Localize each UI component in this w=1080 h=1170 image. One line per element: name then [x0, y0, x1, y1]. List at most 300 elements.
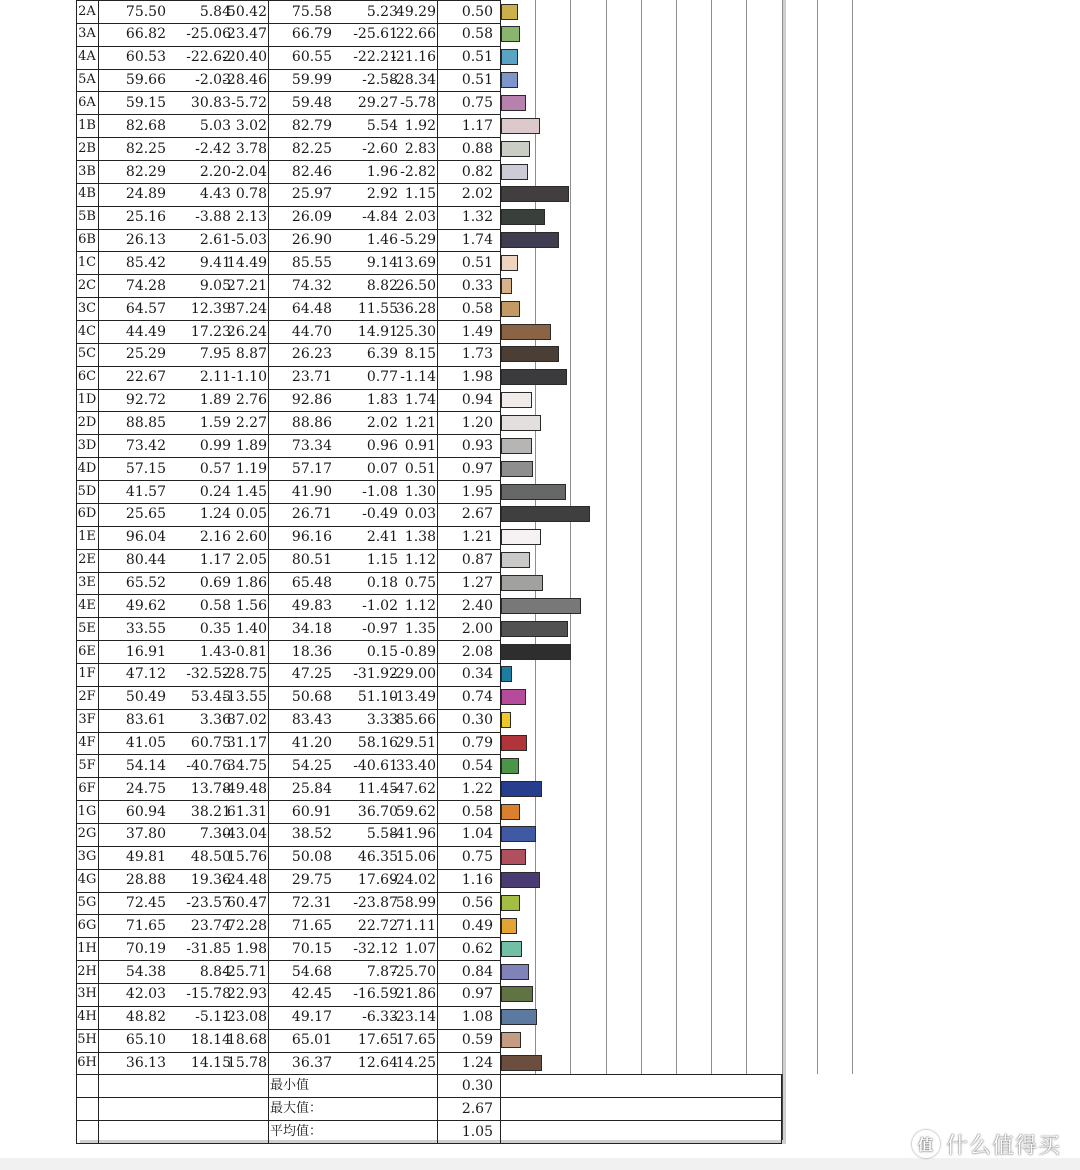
measured-lab-value: 58.16 [357, 735, 398, 752]
reference-lab-value: 1.89 [235, 437, 267, 454]
reference-lab-value: -3.88 [195, 209, 231, 226]
delta-e-bar [501, 95, 526, 111]
table-right-border [781, 1074, 782, 1143]
measured-lab-value: -6.33 [362, 1009, 398, 1026]
delta-e-value: 0.58 [461, 300, 493, 317]
reference-lab-value: 13.78 [190, 780, 231, 797]
reference-lab-value: 30.83 [190, 94, 231, 111]
measured-lab-value: -24.02 [391, 872, 436, 889]
measured-lab-value: 1.38 [404, 529, 436, 546]
delta-e-value: 0.88 [461, 140, 493, 157]
measured-lab-value: 0.77 [366, 369, 398, 386]
watermark-logo-icon: 值 [912, 1130, 940, 1158]
delta-e-value: 0.75 [461, 94, 493, 111]
delta-e-value: 1.16 [461, 872, 493, 889]
measured-lab-value: 33.40 [395, 757, 436, 774]
delta-e-value: 1.21 [461, 529, 493, 546]
measured-lab-value: 2.92 [366, 186, 398, 203]
reference-lab-value: -49.48 [222, 780, 267, 797]
delta-e-bar [501, 804, 520, 820]
reference-lab-value: -15.78 [186, 986, 231, 1003]
delta-e-bar [501, 1032, 521, 1048]
delta-e-value: 0.34 [461, 666, 493, 683]
measured-lab-value: 6.39 [366, 346, 398, 363]
measured-lab-value: 49.29 [395, 3, 436, 20]
bar-axis-gridline [711, 0, 712, 1074]
measured-lab-value: -1.08 [362, 483, 398, 500]
delta-e-value: 1.20 [461, 414, 493, 431]
measured-lab-value: -5.78 [400, 94, 436, 111]
delta-e-bar [501, 529, 541, 545]
patch-id: 6E [78, 643, 96, 659]
measured-lab-value: 1.35 [404, 620, 436, 637]
reference-lab-value: 75.50 [125, 3, 166, 20]
measured-lab-value: 50.08 [291, 849, 332, 866]
measured-lab-value: 65.01 [291, 1032, 332, 1049]
delta-e-bar [501, 484, 566, 500]
delta-e-value: 0.30 [461, 712, 493, 729]
table-row-border [76, 1097, 782, 1098]
reference-lab-value: 2.60 [235, 529, 267, 546]
patch-id: 4D [77, 460, 97, 476]
reference-lab-value: 85.42 [125, 254, 166, 271]
delta-e-value: 1.98 [461, 369, 493, 386]
delta-e-value: 0.94 [461, 392, 493, 409]
measured-lab-value: 82.79 [291, 117, 332, 134]
reference-lab-value: 8.84 [199, 963, 231, 980]
reference-lab-value: 74.28 [125, 277, 166, 294]
reference-lab-value: -5.72 [231, 94, 267, 111]
delta-e-value: 0.51 [461, 254, 493, 271]
patch-id: 4F [78, 735, 96, 751]
delta-e-value: 0.97 [461, 986, 493, 1003]
reference-lab-value: 82.68 [125, 117, 166, 134]
reference-lab-value: -20.40 [222, 49, 267, 66]
measured-lab-value: 70.15 [291, 940, 332, 957]
table-column-border [98, 0, 99, 1143]
reference-lab-value: 1.43 [199, 643, 231, 660]
reference-lab-value: 18.14 [190, 1032, 231, 1049]
reference-lab-value: -13.55 [222, 689, 267, 706]
delta-e-bar [501, 461, 533, 477]
delta-e-value: 1.22 [461, 780, 493, 797]
measured-lab-value: 25.97 [291, 186, 332, 203]
reference-lab-value: 33.55 [125, 620, 166, 637]
measured-lab-value: 5.58 [366, 826, 398, 843]
patch-id: 5E [78, 620, 96, 636]
measured-lab-value: 0.91 [404, 437, 436, 454]
delta-e-value: 1.95 [461, 483, 493, 500]
reference-lab-value: 80.44 [125, 552, 166, 569]
patch-id: 1B [78, 117, 96, 133]
reference-lab-value: 42.03 [125, 986, 166, 1003]
measured-lab-value: -32.12 [353, 940, 398, 957]
measured-lab-value: 71.11 [395, 917, 436, 934]
reference-lab-value: -23.57 [186, 895, 231, 912]
reference-lab-value: 2.76 [235, 392, 267, 409]
measured-lab-value: 51.10 [357, 689, 398, 706]
reference-lab-value: 59.66 [125, 72, 166, 89]
measured-lab-value: -40.61 [353, 757, 398, 774]
patch-id: 5B [78, 209, 96, 225]
reference-lab-value: 0.78 [235, 186, 267, 203]
measured-lab-value: 26.90 [291, 232, 332, 249]
measured-lab-value: 22.72 [357, 917, 398, 934]
delta-e-value: 1.49 [461, 323, 493, 340]
delta-e-value: 0.84 [461, 963, 493, 980]
measured-lab-value: 1.74 [404, 392, 436, 409]
delta-e-bar [501, 689, 526, 705]
reference-lab-value: -43.04 [222, 826, 267, 843]
measured-lab-value: 26.71 [291, 506, 332, 523]
measured-lab-value: 92.86 [291, 392, 332, 409]
measured-lab-value: 1.12 [404, 597, 436, 614]
summary-label: 最大值： [270, 1100, 323, 1116]
reference-lab-value: 73.42 [125, 437, 166, 454]
delta-e-value: 1.32 [461, 209, 493, 226]
measured-lab-value: 66.79 [291, 26, 332, 43]
delta-e-bar [501, 941, 522, 957]
delta-e-bar [501, 232, 559, 248]
delta-e-bar [501, 1055, 542, 1071]
reference-lab-value: 14.49 [226, 254, 267, 271]
reference-lab-value: 0.58 [199, 597, 231, 614]
delta-e-bar [501, 438, 532, 454]
reference-lab-value: 88.85 [125, 414, 166, 431]
measured-lab-value: 2.02 [366, 414, 398, 431]
reference-lab-value: 53.45 [190, 689, 231, 706]
delta-e-value: 0.56 [461, 895, 493, 912]
bar-axis-gridline [746, 0, 747, 1074]
reference-lab-value: 26.24 [226, 323, 267, 340]
reference-lab-value: 1.24 [199, 506, 231, 523]
measured-lab-value: 11.55 [357, 300, 398, 317]
patch-id: 3B [78, 163, 96, 179]
summary-value: 1.05 [461, 1123, 493, 1140]
measured-lab-value: 17.69 [357, 872, 398, 889]
reference-lab-value: 18.68 [226, 1032, 267, 1049]
reference-lab-value: 65.52 [125, 575, 166, 591]
patch-id: 3G [77, 849, 97, 865]
measured-lab-value: 21.86 [395, 986, 436, 1003]
reference-lab-value: 15.76 [226, 849, 267, 866]
measured-lab-value: 26.09 [291, 209, 332, 226]
measured-lab-value: -2.60 [362, 140, 398, 157]
reference-lab-value: 9.41 [199, 254, 231, 271]
delta-e-bar [501, 575, 543, 591]
patch-id: 2E [78, 552, 96, 568]
reference-lab-value: -1.10 [231, 369, 267, 386]
delta-e-value: 2.67 [461, 506, 493, 523]
measured-lab-value: 50.68 [291, 689, 332, 706]
delta-e-value: 2.00 [461, 620, 493, 637]
measured-lab-value: 59.62 [395, 803, 436, 820]
patch-id: 1E [78, 529, 96, 545]
measured-lab-value: 17.65 [357, 1032, 398, 1049]
table-row-border [76, 1120, 782, 1121]
measured-lab-value: 0.15 [366, 643, 398, 660]
measured-lab-value: -47.62 [391, 780, 436, 797]
measured-lab-value: 5.23 [366, 3, 398, 20]
table-row-border [76, 1074, 782, 1075]
reference-lab-value: 72.28 [226, 917, 267, 934]
delta-e-bar [501, 72, 518, 88]
patch-id: 2A [78, 3, 96, 19]
patch-id: 4E [78, 597, 96, 613]
bar-axis-gridline [852, 0, 853, 1074]
reference-lab-value: 1.40 [235, 620, 267, 637]
measured-lab-value: 41.90 [291, 483, 332, 500]
reference-lab-value: -24.48 [222, 872, 267, 889]
delta-e-bar [501, 918, 517, 934]
reference-lab-value: -28.75 [222, 666, 267, 683]
delta-e-bar [501, 186, 569, 202]
measured-lab-value: -25.61 [353, 26, 398, 43]
patch-id: 5A [78, 72, 96, 88]
reference-lab-value: 25.65 [125, 506, 166, 523]
delta-e-value: 0.54 [461, 757, 493, 774]
measured-lab-value: 0.07 [366, 460, 398, 477]
measured-lab-value: 36.70 [357, 803, 398, 820]
measured-lab-value: -5.29 [400, 232, 436, 249]
delta-e-bar [501, 4, 518, 20]
reference-lab-value: 1.59 [199, 414, 231, 431]
reference-lab-value: 1.98 [235, 940, 267, 957]
delta-e-bar [501, 598, 581, 614]
delta-e-bar [501, 506, 590, 522]
delta-e-bar [501, 49, 518, 65]
reference-lab-value: -25.06 [186, 26, 231, 43]
delta-e-bar [501, 872, 540, 888]
patch-id: 3D [77, 437, 97, 453]
delta-e-value: 0.51 [461, 49, 493, 66]
summary-value: 2.67 [461, 1100, 493, 1117]
delta-e-value: 0.58 [461, 803, 493, 820]
delta-e-bar [501, 644, 571, 660]
measured-lab-value: 46.35 [357, 849, 398, 866]
measured-lab-value: -23.14 [391, 1009, 436, 1026]
reference-lab-value: 41.05 [125, 735, 166, 752]
reference-lab-value: 16.91 [125, 643, 166, 660]
measured-lab-value: -2.82 [400, 163, 436, 180]
reference-lab-value: 24.75 [125, 780, 166, 797]
reference-lab-value: 2.20 [199, 163, 231, 180]
measured-lab-value: 0.75 [404, 575, 436, 591]
reference-lab-value: 2.61 [199, 232, 231, 249]
patch-id: 4A [78, 49, 96, 65]
reference-lab-value: 1.19 [235, 460, 267, 477]
table-row-border [76, 1143, 782, 1144]
delta-e-bar [501, 301, 520, 317]
measured-lab-value: 22.66 [395, 26, 436, 43]
delta-e-bar [501, 826, 536, 842]
delta-e-bar [501, 712, 511, 728]
reference-lab-value: 2.13 [235, 209, 267, 226]
delta-e-bar [501, 415, 541, 431]
reference-lab-value: 1.45 [235, 483, 267, 500]
patch-id: 3H [77, 986, 97, 1002]
patch-id: 2C [77, 277, 97, 293]
reference-lab-value: -0.81 [231, 643, 267, 660]
delta-e-value: 0.59 [461, 1032, 493, 1049]
measured-lab-value: 26.23 [291, 346, 332, 363]
measured-lab-value: 1.92 [404, 117, 436, 134]
reference-lab-value: 87.02 [226, 712, 267, 729]
reference-lab-value: 72.45 [125, 895, 166, 912]
reference-lab-value: 44.49 [125, 323, 166, 340]
reference-lab-value: 28.88 [125, 872, 166, 889]
delta-e-bar [501, 986, 533, 1002]
measured-lab-value: -31.92 [353, 666, 398, 683]
patch-id: 1C [77, 254, 97, 270]
delta-e-value: 0.79 [461, 735, 493, 752]
measured-lab-value: 54.25 [291, 757, 332, 774]
reference-lab-value: 71.65 [125, 917, 166, 934]
measured-lab-value: 59.99 [291, 72, 332, 89]
delta-e-value: 1.74 [461, 232, 493, 249]
reference-lab-value: 2.05 [235, 552, 267, 569]
measured-lab-value: 64.48 [291, 300, 332, 317]
reference-lab-value: 17.23 [190, 323, 231, 340]
reference-lab-value: -31.85 [186, 940, 231, 957]
patch-id: 4C [77, 323, 97, 339]
measured-lab-value: 73.34 [291, 437, 332, 454]
measured-lab-value: 1.15 [366, 552, 398, 569]
color-accuracy-table [76, 0, 783, 1140]
bar-axis-gridline [641, 0, 642, 1074]
measured-lab-value: -0.97 [362, 620, 398, 637]
delta-e-bar [501, 552, 530, 568]
reference-lab-value: 66.82 [125, 26, 166, 43]
delta-e-value: 0.58 [461, 26, 493, 43]
reference-lab-value: 54.38 [125, 963, 166, 980]
measured-lab-value: 82.25 [291, 140, 332, 157]
delta-e-bar [501, 255, 518, 271]
patch-id: 5F [78, 757, 96, 773]
measured-lab-value: 0.51 [404, 460, 436, 477]
bar-axis-gridline [782, 0, 783, 1074]
delta-e-value: 0.75 [461, 849, 493, 866]
delta-e-bar [501, 324, 551, 340]
delta-e-value: 2.40 [461, 597, 493, 614]
delta-e-value: 0.74 [461, 689, 493, 706]
reference-lab-value: -5.11 [195, 1009, 231, 1026]
measured-lab-value: 0.03 [404, 506, 436, 523]
measured-lab-value: 14.91 [357, 323, 398, 340]
measured-lab-value: 80.51 [291, 552, 332, 569]
delta-e-value: 0.97 [461, 460, 493, 477]
reference-lab-value: 60.53 [125, 49, 166, 66]
delta-e-value: 0.50 [461, 3, 493, 20]
bar-axis-gridline [817, 0, 818, 1074]
delta-e-value: 0.49 [461, 917, 493, 934]
reference-lab-value: 47.12 [125, 666, 166, 683]
reference-lab-value: 31.17 [226, 735, 267, 752]
watermark [912, 1126, 1061, 1162]
measured-lab-value: 8.15 [404, 346, 436, 363]
delta-e-bar [501, 1009, 537, 1025]
measured-lab-value: 42.45 [291, 986, 332, 1003]
measured-lab-value: 11.45 [357, 780, 398, 797]
measured-lab-value: 1.15 [404, 186, 436, 203]
measured-lab-value: 8.82 [366, 277, 398, 294]
delta-e-bar [501, 895, 520, 911]
measured-lab-value: 75.58 [291, 3, 332, 20]
delta-e-value: 1.24 [461, 1055, 493, 1072]
reference-lab-value: 23.47 [226, 26, 267, 43]
reference-lab-value: 7.95 [199, 346, 231, 363]
measured-lab-value: 82.46 [291, 163, 332, 180]
reference-lab-value: 65.10 [125, 1032, 166, 1049]
delta-e-bar [501, 369, 567, 385]
reference-lab-value: 2.16 [199, 529, 231, 546]
reference-lab-value: 50.42 [226, 3, 267, 20]
measured-lab-value: -1.02 [362, 597, 398, 614]
measured-lab-value: 3.33 [366, 712, 398, 729]
reference-lab-value: 60.75 [190, 735, 231, 752]
measured-lab-value: 1.21 [404, 414, 436, 431]
reference-lab-value: 15.78 [226, 1055, 267, 1072]
measured-lab-value: 29.27 [357, 94, 398, 111]
reference-lab-value: 2.27 [235, 414, 267, 431]
measured-lab-value: 1.07 [404, 940, 436, 957]
reference-lab-value: 82.29 [125, 163, 166, 180]
summary-label: 平均值： [270, 1123, 323, 1139]
patch-id: 6F [78, 780, 96, 796]
reference-lab-value: 2.11 [199, 369, 231, 386]
reference-lab-value: 22.67 [125, 369, 166, 386]
measured-lab-value: -21.16 [391, 49, 436, 66]
delta-e-bar [501, 666, 512, 682]
reference-lab-value: -2.42 [195, 140, 231, 157]
measured-lab-value: 0.18 [366, 575, 398, 591]
reference-lab-value: 5.03 [199, 117, 231, 134]
patch-id: 5G [77, 895, 97, 911]
measured-lab-value: 23.71 [291, 369, 332, 386]
measured-lab-value: 29.51 [395, 735, 436, 752]
measured-lab-value: 57.17 [291, 460, 332, 477]
measured-lab-value: 9.14 [366, 254, 398, 271]
reference-lab-value: 0.05 [235, 506, 267, 523]
watermark-text: 什么值得买 [946, 1133, 1062, 1159]
measured-lab-value: 54.68 [291, 963, 332, 980]
reference-lab-value: 59.15 [125, 94, 166, 111]
measured-lab-value: -25.70 [391, 963, 436, 980]
measured-lab-value: 1.83 [366, 392, 398, 409]
patch-id: 6H [77, 1055, 97, 1071]
reference-lab-value: 25.29 [125, 346, 166, 363]
measured-lab-value: 49.83 [291, 597, 332, 614]
reference-lab-value: -28.46 [222, 72, 267, 89]
delta-e-value: 0.51 [461, 72, 493, 89]
patch-id: 2D [77, 414, 97, 430]
measured-lab-value: 34.18 [291, 620, 332, 637]
reference-lab-value: 5.84 [199, 3, 231, 20]
reference-lab-value: 54.14 [125, 757, 166, 774]
patch-id: 6G [77, 917, 97, 933]
bar-axis-gridline [570, 0, 571, 1074]
reference-lab-value: -2.04 [231, 163, 267, 180]
reference-lab-value: 3.02 [235, 117, 267, 134]
delta-e-value: 1.73 [461, 346, 493, 363]
reference-lab-value: 3.78 [235, 140, 267, 157]
reference-lab-value: 23.74 [190, 917, 231, 934]
measured-lab-value: 38.52 [291, 826, 332, 843]
reference-lab-value: 1.17 [199, 552, 231, 569]
delta-e-value: 1.17 [461, 117, 493, 134]
patch-id: 3E [78, 575, 96, 590]
reference-lab-value: 14.15 [190, 1055, 231, 1072]
